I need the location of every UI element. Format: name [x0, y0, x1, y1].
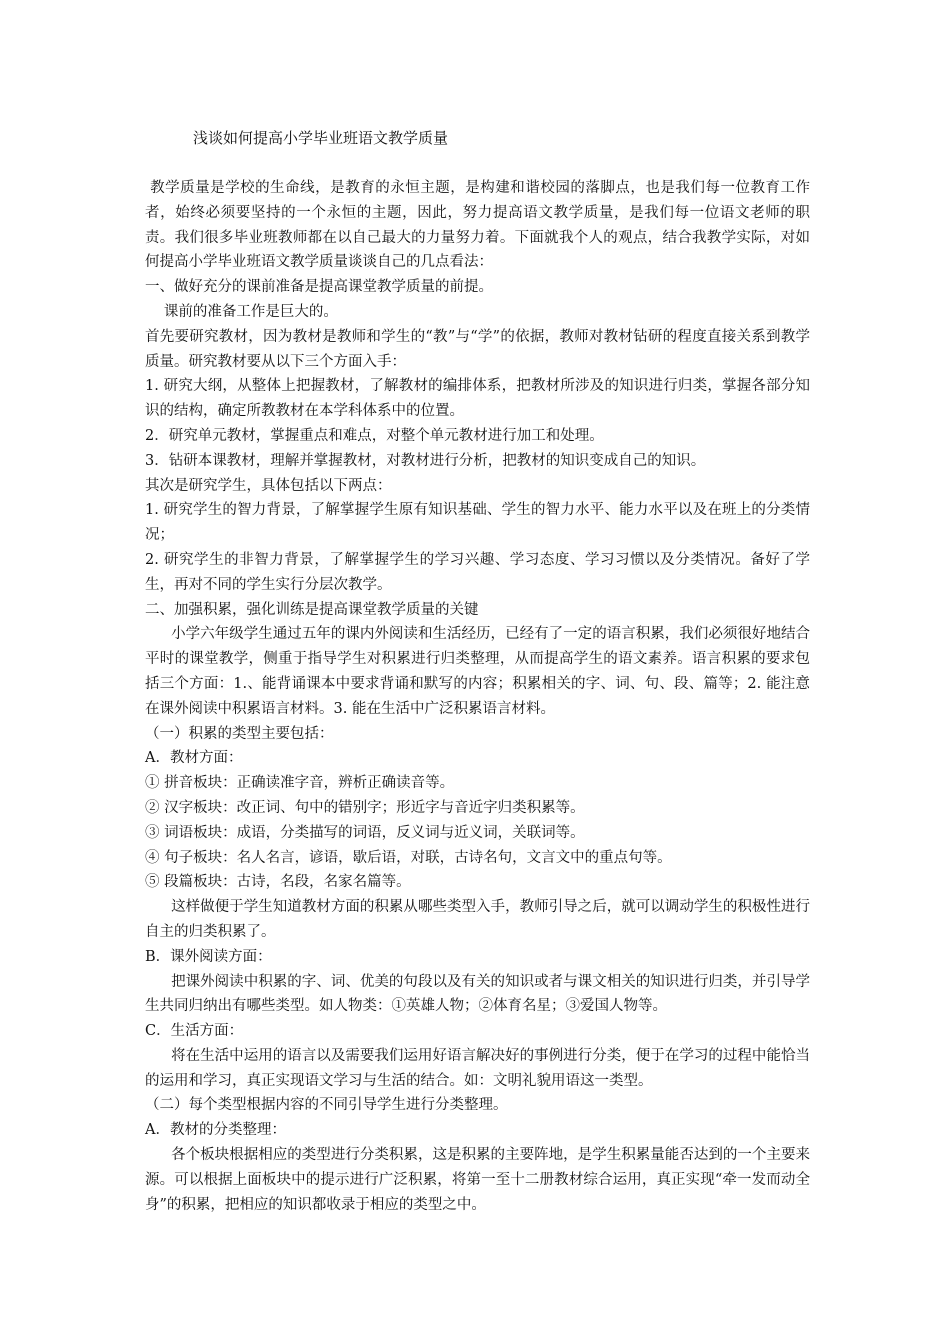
section-heading-2: 二、加强积累，强化训练是提高课堂教学质量的关键: [145, 601, 479, 618]
paragraph: 小学六年级学生通过五年的课内外阅读和生活经历，已经有了一定的语言积累，我们必须很好地结合平时的课堂教学，侧重于指导学生对积累进行归类整理，从而提高学生的语文素养。语言积累的要求包括三个方面：1.、能背诵课本中要求背诵和默写的内容；积累相关的字、词、句、段、篇等；2. 能注意在课外阅读中积累语言材料。3. 能在生活中广泛积累语言材料。: [145, 626, 810, 717]
list-item: 1. 研究学生的智力背景，了解掌握学生原有知识基础、学生的智力水平、能力水平以及在班上的分类情况；: [145, 502, 810, 544]
list-item: ② 汉字板块：改正词、句中的错别字；形近字与音近字归类积累等。: [145, 799, 585, 816]
document-title: 浅谈如何提高小学毕业班语文教学质量: [193, 129, 449, 147]
paragraph: 把课外阅读中积累的字、词、优美的句段以及有关的知识或者与课文相关的知识进行归类，并引导学生共同归纳出有哪些类型。如人物类：①英雄人物；②体育名星；③爱国人物等。: [145, 973, 810, 1015]
subsection-label: A．教材方面：: [145, 750, 243, 767]
paragraph: 其次是研究学生，具体包括以下两点：: [145, 477, 392, 494]
subsection-heading: （二）每个类型根据内容的不同引导学生进行分类整理。: [145, 1097, 508, 1114]
section-heading-1: 一、做好充分的课前准备是提高课堂教学质量的前提。: [145, 279, 493, 296]
document-body: [145, 176, 810, 1217]
paragraph: 课前的准备工作是巨大的。: [163, 303, 338, 320]
paragraph: 首先要研究教材，因为教材是教师和学生的“教”与“学”的依据，教师对教材钻研的程度直接关系到教学质量。研究教材要从以下三个方面入手：: [145, 328, 810, 370]
list-item: 3．钻研本课教材，理解并掌握教材，对教材进行分析，把教材的知识变成自己的知识。: [145, 452, 706, 469]
paragraph: 将在生活中运用的语言以及需要我们运用好语言解决好的事例进行分类，便于在学习的过程中能恰当的运用和学习，真正实现语文学习与生活的结合。如：文明礼貌用语这一类型。: [145, 1047, 810, 1089]
paragraph: 这样做便于学生知道教材方面的积累从哪些类型入手，教师引导之后，就可以调动学生的积极性进行自主的归类积累了。: [145, 899, 810, 940]
list-item: 2．研究单元教材，掌握重点和难点，对整个单元教材进行加工和处理。: [145, 427, 604, 444]
list-item: 1. 研究大纲，从整体上把握教材，了解教材的编排体系，把教材所涉及的知识进行归类，掌握各部分知识的结构，确定所教教材在本学科体系中的位置。: [145, 378, 810, 420]
subsection-label: A．教材的分类整理：: [145, 1122, 286, 1139]
paragraph: 各个板块根据相应的类型进行分类积累，这是积累的主要阵地，是学生积累量能否达到的一个主要来源。可以根据上面板块中的提示进行广泛积累，将第一至十二册教材综合运用，真正实现“牵一发而动全身”的积累，把相应的知识都收录于相应的类型之中。: [145, 1147, 810, 1213]
paragraph-intro: 教学质量是学校的生命线，是教育的永恒主题，是构建和谐校园的落脚点，也是我们每一位教育工作者，始终必须要坚持的一个永恒的主题，因此，努力提高语文教学质量，是我们每一位语文老师的职责。我们很多毕业班教师都在以自己最大的力量努力着。下面就我个人的观点，结合我教学实际，对如何提高小学毕业班语文教学质量谈谈自己的几点看法：: [145, 180, 810, 271]
list-item: ④ 句子板块：名人名言，谚语，歇后语，对联，古诗名句，文言文中的重点句等。: [145, 849, 672, 866]
subsection-heading: （一）积累的类型主要包括：: [145, 725, 334, 742]
subsection-label: C．生活方面：: [145, 1023, 244, 1040]
list-item: ⑤ 段篇板块：古诗，名段，名家名篇等。: [145, 874, 411, 891]
list-item: 2. 研究学生的非智力背景，了解掌握学生的学习兴趣、学习态度、学习习惯以及分类情况。备好了学生，再对不同的学生实行分层次教学。: [145, 551, 810, 593]
list-item: ① 拼音板块：正确读准字音，辨析正确读音等。: [145, 775, 455, 792]
subsection-label: B．课外阅读方面：: [145, 948, 272, 965]
list-item: ③ 词语板块：成语，分类描写的词语，反义词与近义词，关联词等。: [145, 824, 585, 841]
